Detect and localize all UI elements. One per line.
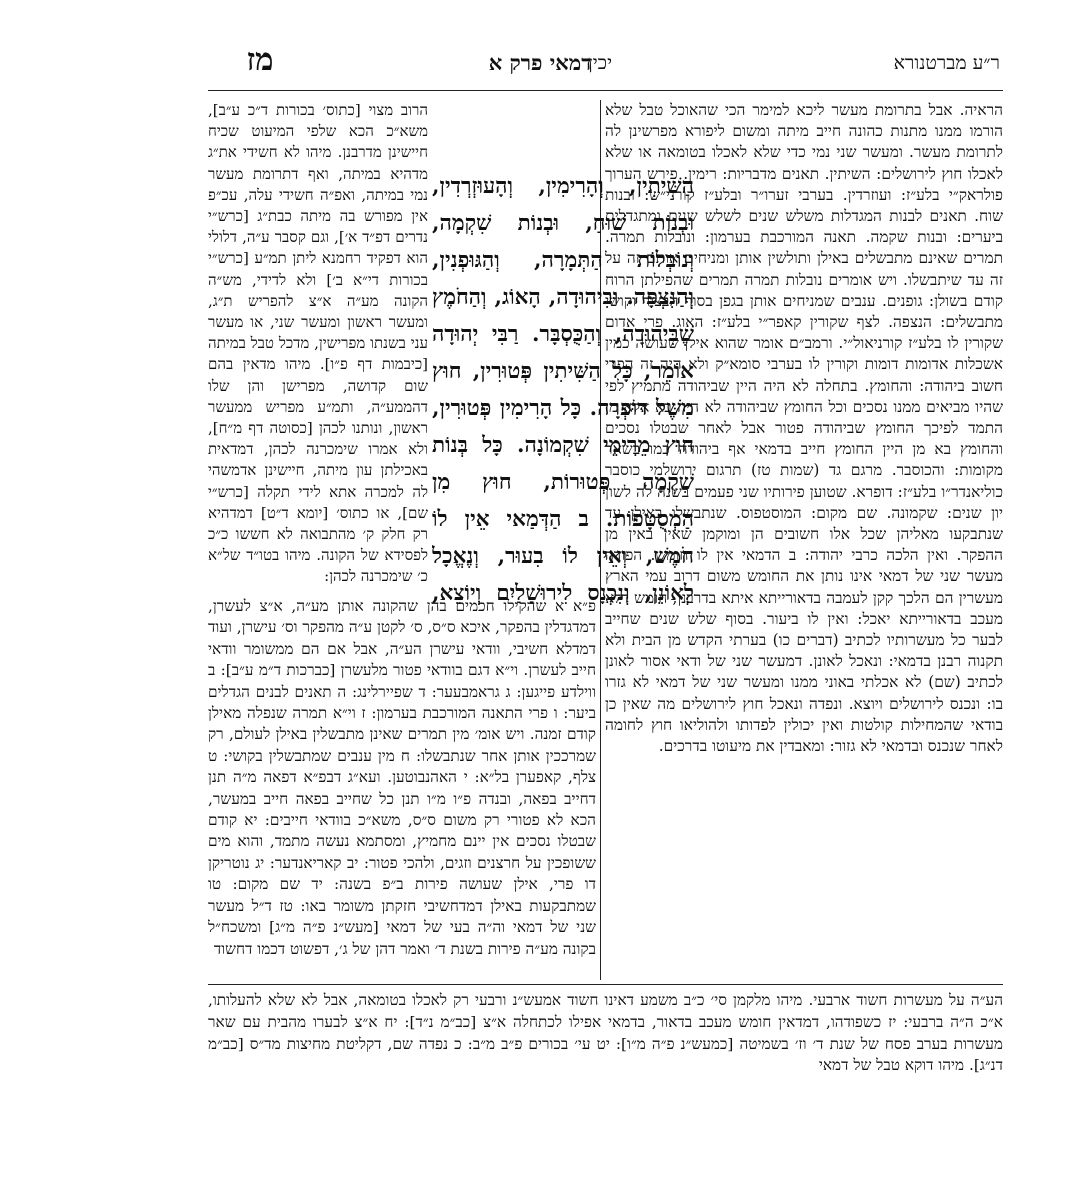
- yachin-commentary-bottom: פ״א א שהקילו חכמים בהן שהקונה אותן מע״ה, א״צ לעשרן, דמדגדלין בהפקר, איכא ס״ס, ס׳ לקטן ע״ה מהפקר וס׳ עישרן, ועוד דמדלא חשיבי, וודאי עישרן הע״ה, אבל אם הם ממשומר וודאי חייב לעשרן. וי״א דגם בוודאי פטור מלעשרן [כברכות ד״מ ע״ב]: ב ווילדע פייגען: ג גראמבעער: ד שפיירלינג: ה תאנים לבנים הגדלים ביער: ו פרי התאנה המורכבת בערמון: ז וי״א תמרה שנפלה מאילן קודם זמנה. ויש אומ׳ מין תמרים שאינן מתבשלין באילן לעולם, רק שמרככין אותן אחר שנתבשלו: ח מין ענבים שמתבשלין בקושי: ט צלף, קאפערן בל״א: י האהנבוטען. ועא״ג דבפ״א דפאה מ״ה תנן דחייב בפאה, ובנדה פ״ו מ״ו תנן כל שחייב בפאה חייב במעשר, הכא לא פטורי רק משום ס״ס, משא״כ בוודאי חייבים: יא קודם שבטלו נסכים אין יינם מחמיץ, ומסתמא נעשה מתמד, והוא מים ששופכין על חרצנים וזגים, ולהכי פטור: יב קאריאנדער: יג נוטריקן דו פרי, אילן שעושה פירות ב״פ בשנה: יד שם מקום: טו שמתבקעות באילן דמדחשיבי חזקתן משומר באו: טז ד״ל מעשר שני של דמאי וה״ה בעי של דמאי [מעש״נ פ״ה מ״ג] ומשכח״ל בקונה מע״ה פירות בשנת ד׳ ואמר דהן של ג׳, דפשוט דכמו דחשוד: [208, 597, 596, 958]
- bartenura-commentary: הראיה. אבל בתרומת מעשר ליכא למימר הכי שהאוכל טבל שלא הורמו ממנו מתנות כהונה חייב מיתה ומשום ליפורא מפרשינן לה לתרומת מעשר. ומעשר שני נמי כדי שלא לאכלו בטומאה או שלא לאכלו חוץ לירושלים: השיתין. תאנים מדבריות: רימין. פירש הערוך פולראק״י בלע״ז: ועוזרדין. בערבי זערו״ר ובלע״ז קורני״ש: ובנות שוח. תאנים לבנות המגדלות משלש שנים לשלש שנים ומתגדלים ביערים: ובנות שקמה. תאנה המורכבת בערמון: ונובלות תמרה. תמרים שאינם מתבשלים באילן ותולשין אותן ומניחים אותם זה על זה עד שיתבשלו. ויש אומרים נובלות תמרה תמרים שהפילתן הרוח קודם בשולן: גופנים. ענבים שמניחים אותן בגפן בסוף הבציר וקושי מתבשלים: הנצפה. לצף שקורין קאפר״י בלע״ז: האוג. פרי אדום שקורין לו בלע״ז קורניאול״י. ורמב״ם אומר שהוא אילן שעושה כמין אשכלות אדומות דומות וקורין לו בערבי סומא״ק ולא היה זה הפרי חשוב ביהודה: והחומץ. בתחלה לא היה היין שביהודה מתמיץ לפי שהיו מביאים ממנו נסכים וכל החומץ שביהודה לא היה בא אלא מן התמד לפיכך החומץ שביהודה פטור אבל לאחר שבטלו נסכים והחומץ בא מן היין החומץ חייב בדמאי אף ביהודה כמו בשאר מקומות: והכוסבר. מרגם גד (שמות טז) תרגום ירושלמי כוסבר כוליאנדר״ו בלע״ז: דופרא. שטוען פירותיו שני פעמים בשנה לה לשון יון שנים: שקמונה. שם מקום: המוסטפוס. שנתבשלו באילן עד שנתבקעו מאליהן שכל אלו חשובים הן ומוקמן שאין באין מן ההפקר. ואין הלכה כרבי יהודה: ב הדמאי אין לו חומש. הפודה מעשר שני של דמאי אינו נותן את החומש משום דרוב עמי הארץ מעשרין הם הלכך קקן לעמבה בדאורייתא איתא בדרבנן, חומש דלא מעכב בדאורייתא יאכל: ואין לו ביעור. בסוף שלש שנים שחייב לבער כל מעשרותיו לכתיב (דברים כו) בערתי הקדש מן הבית ולא תקנוה רבנן בדמאי: ונאכל לאונן. דמעשר שני של ודאי אסור לאונן לכתיב (שם) לא אכלתי באוני ממנו ומעשר שני של דמאי לא גזרו בו: ונכנס לירושלים ויוצא. ונפדה ונאכל חוץ לירושלים מה שאין כן בודאי שהמחילות קולטות ואין יכולין לפדותו ולהוליאו חוץ לחומה לאחר שנכנס ובדמאי לא גזור: ומאבדין את מיעוטו בדרכים.: [605, 101, 1003, 756]
- section-divider: [208, 984, 1003, 985]
- chapter-title: דמאי פרק א: [488, 50, 592, 75]
- running-title-right: ר״ע מברטנורא: [893, 52, 1000, 74]
- running-title-left-text: יכין: [587, 52, 613, 74]
- folio-number: מז: [246, 42, 274, 78]
- yachin-commentary-top: הרוב מצוי [כתוס׳ בכורות ד״כ ע״ב], משא״כ הכא שלפי המיעוט שכיח חיישינן מדרבנן. מיהו לא חשידי את״ג מדהיא במיתה, ואף דתרומת מעשר נמי במיתה, ואפ״ה חשידי עלה, עכ״פ אין מפורש בה מיתה כבת״ג [כרש״י נדרים דפ״ד א׳], וגם קסבר ע״ה, דלולי הוא דפקיד רחמנא ליתן תמ״ע [כרש״י בכורות די״א ב׳] ולא לדידי, מש״ה הקונה מע״ה א״צ להפריש ת״ג, ומעשר ראשון ומעשר שני, או מעשר עני בשנתו מפרישין, מדכל טבל במיתה [כיבמות דף פ״ו]. מיהו מדאין בהם שום קדושה, מפרישן והן שלו דהממע״ה, ותמ״ע מפריש ממעשר ראשון, ונותנו לכהן [כסוטה דף מ״ח], ולא אמרו שימכרנה לכהן, דמדאית באכילתן עון מיתה, חיישינן אדמשהי לה למכרה אתא לידי תקלה [כרש״י שם], או כתוס׳ [יומא ד״ט] דמדהיא רק חלק ק׳ מהתבואה לא חששו כ״כ לפסידא של הקונה. מיהו בטו״ד של״א כ׳ שימכרנה לכהן:: [208, 101, 428, 586]
- mishnah-text: הַשִּׁיתִין, וְהָרִימִין, וְהָעוּזְרְדִין, וּבְנוֹת שׁוּחַ, וּבְנוֹת שִׁקְמָה, וְנוֹבְלוֹת הַתְּמָרָה, וְהַגּוּפְנִין, וְהַנִּצְפָּה. וּבִיהוּדָה, הָאוֹג, וְהַחֹמֶץ שֶׁבִּיהוּדָה, וְהַכֻּסְבָּר. רַבִּי יְהוּדָה אוֹמֵר, כָּל הַשִּׁיתִין פְּטוּרִין, חוּץ מִשֶּׁל דּוּפְרָה. כָּל הָרִימִין פְּטוּרִין, חוּץ מֵרִימֵי שִׁקְמוֹנָה. כָּל בְּנוֹת שִׁקְמָה פְּטוּרוֹת, חוּץ מִן הַמְסֻטָּפוֹת. ב הַדְּמַאי אֵין לוֹ חֹמֶשׁ, וְאֵין לוֹ בִעוּר, וְנֶאֱכָל לְאוֹנֵן, וְנִכְנָס לִירוּשָׁלַיִם וְיוֹצֵא,: [432, 174, 694, 606]
- running-title-left: [540, 52, 660, 75]
- footnotes: הע״ה על מעשרות חשוד ארבעי. מיהו מלקמן סי׳ כ״ב משמע דאינו חשוד אמעש״נ ורבעי רק לאכלו בטומאה, אבל לא שלא להעלותו, א״כ ה״ה ברבעי: יז כשפודהו, דמדאין חומש מעכב בדאור, בדמאי אפילו לכתחלה א״צ [כב״מ נ״ד]: יח א״צ לבערו מהבית עם שאר מעשרות בערב פסח של שנת ד׳ וז׳ בשמיטה [כמעש״נ פ״ה מ״ו]: יט עי׳ בכורים פ״ב מ״ב: כ נפדה שם, דקליטת מחיצות מד״ס [כב״מ דנ״ג]. מיהו דוקא טבל של דמאי: [208, 991, 1003, 1075]
